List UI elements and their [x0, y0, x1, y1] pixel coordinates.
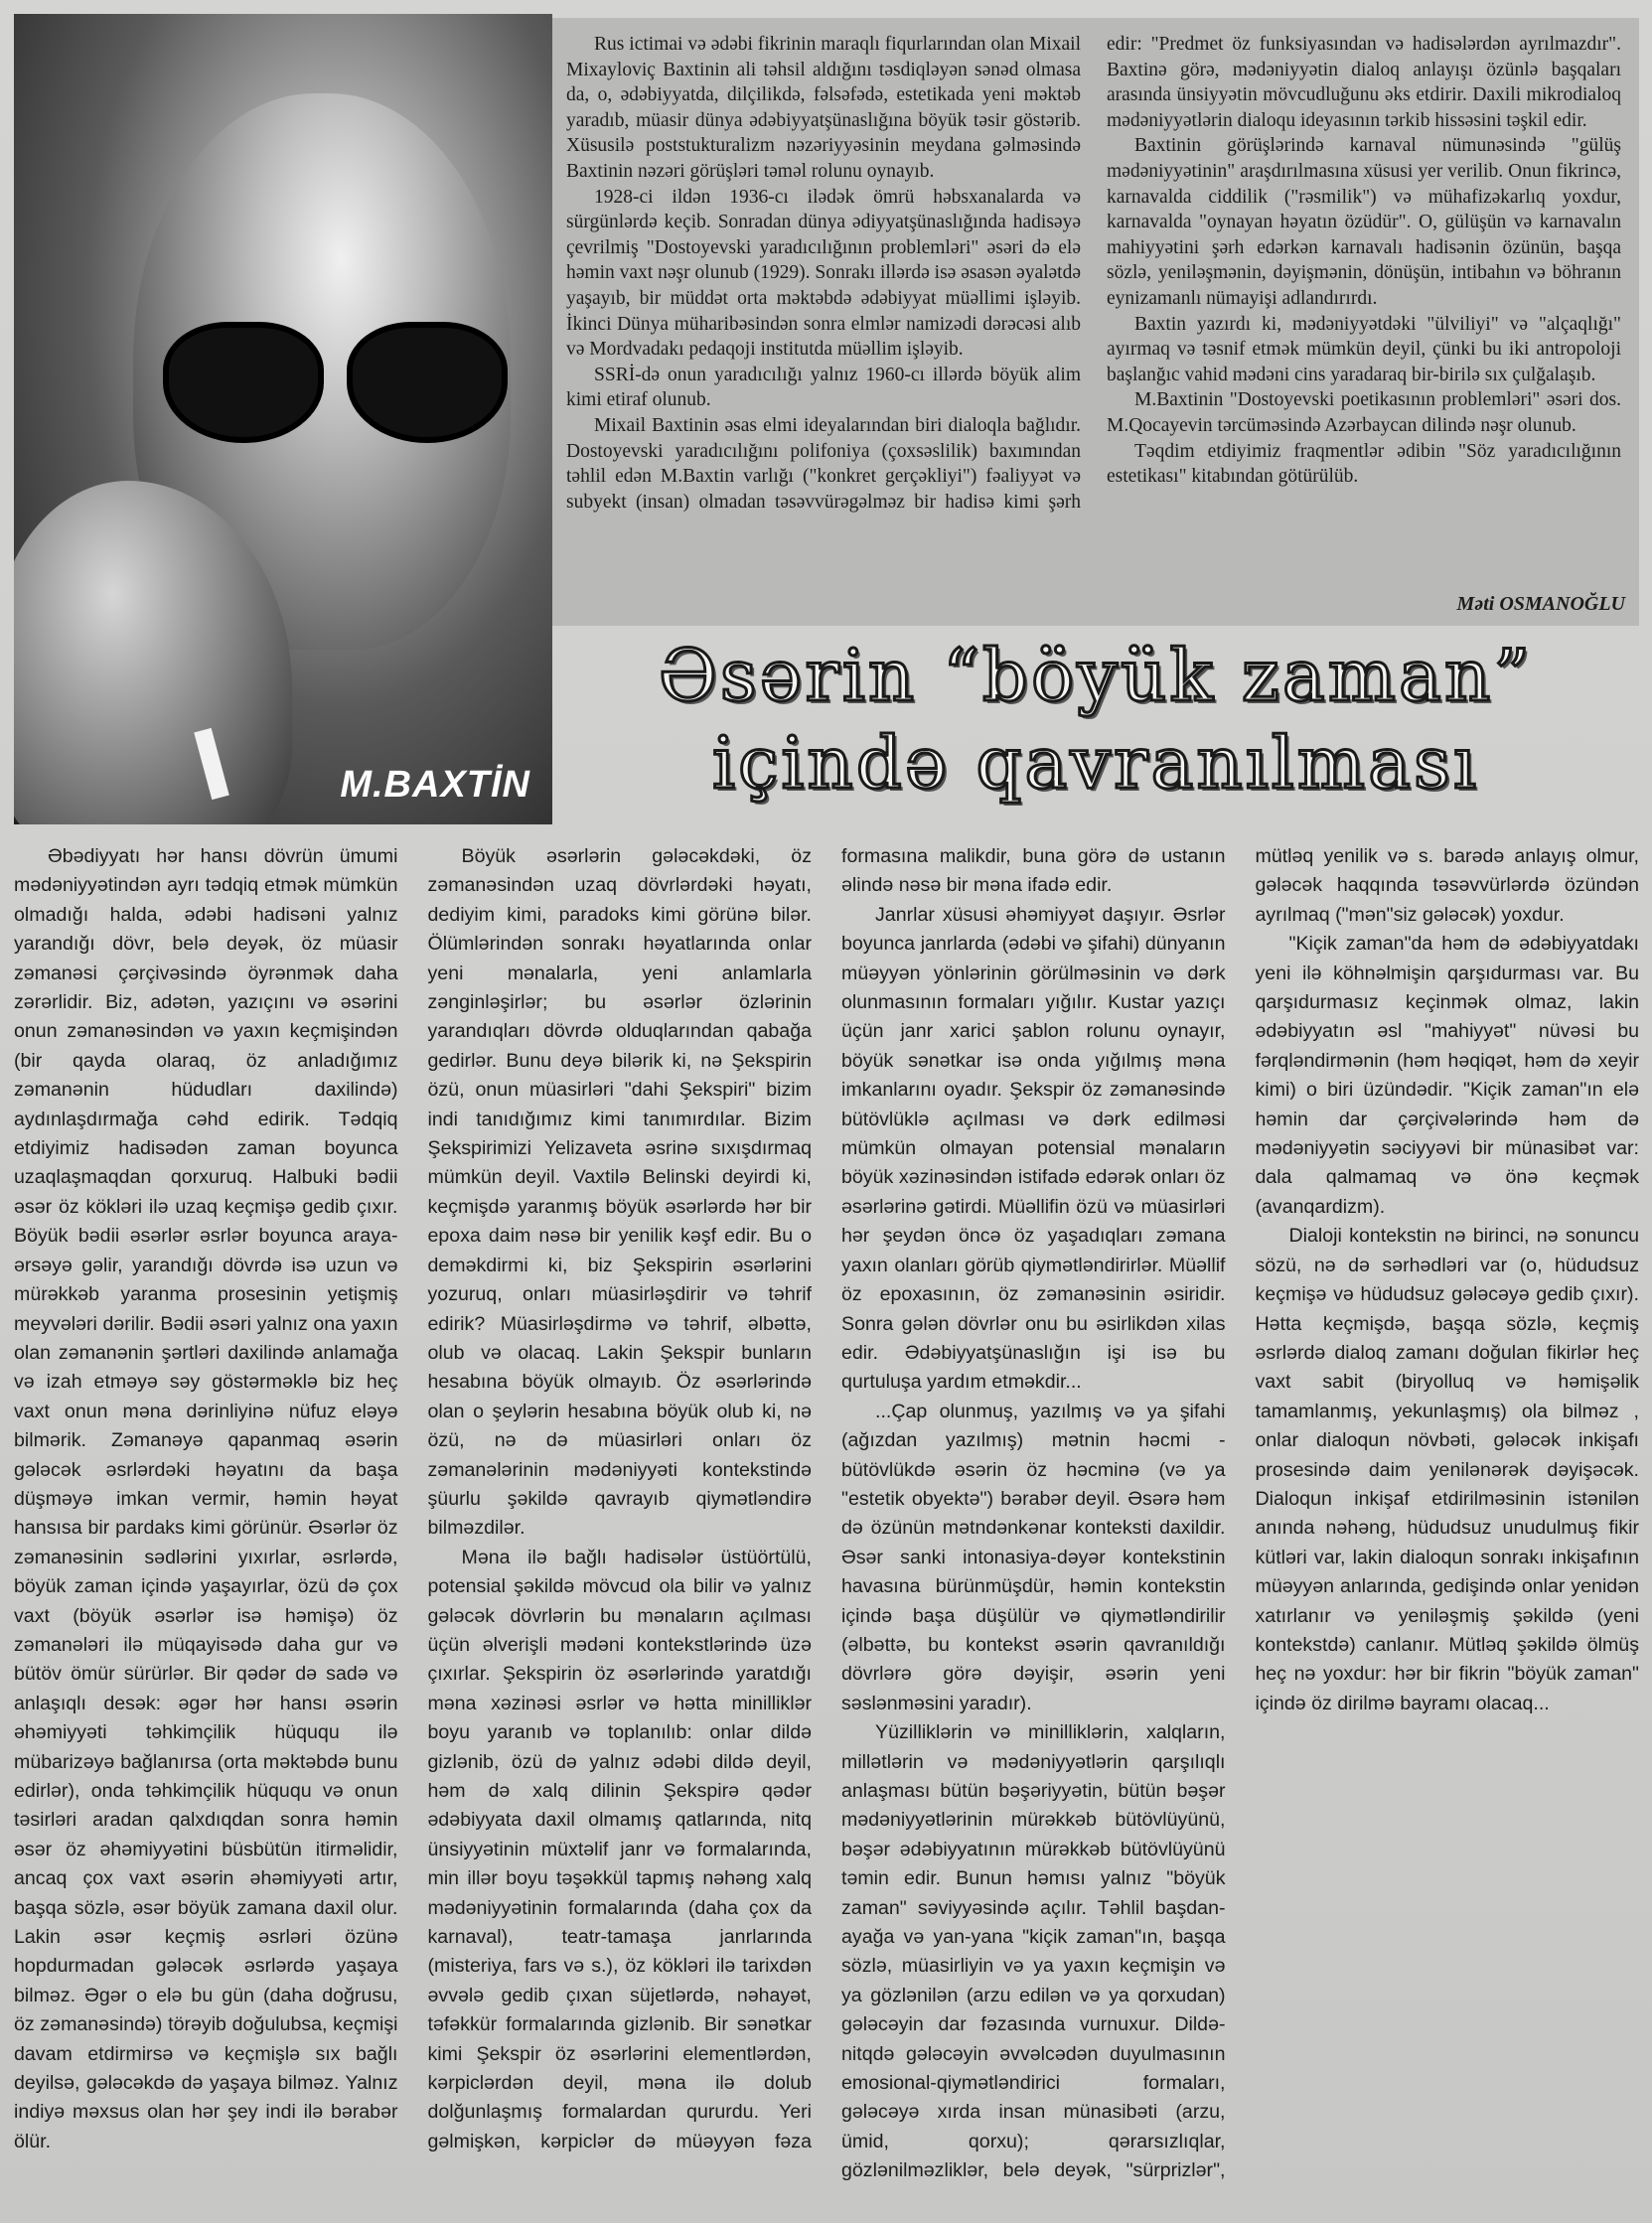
body-paragraph: Janrlar xüsusi əhəmiyyət daşıyır. Əsrlər boyunca janrlarda (ədəbi və şifahi) dünyanın müəyyən yönlərinin görülməsinin və dərk olunmasının formaları yığılır. Kustar yazıçı üçün janr xarici şablon rolunu oynayır, böyük sənətkar isə onda yığılmış məna imkanlarını oyadır. Şekspir öz zəmanəsində bütövlüklə açılması və dərk edilməsi mümkün olmayan potensial mənaların böyük xəzinəsindən istifadə edərək onları öz əsərlərinə gətirdi. Müəllifin özü və müasirləri hər şeydən öncə öz yaşadıqları zəmana yaxın olanları görüb qiymətləndirirlər. Müəllif öz epoxasının, öz zəmanəsinin əsiridir. Sonra gələn dövrlər onu bu əsirlikdən xilas edir. Ədəbiyyatşünaslığın işi isə bu qurtuluşa yardım etməkdir... [841, 903, 1226, 1394]
intro-paragraph: Baxtin yazırdı ki, mədəniyyətdəki "ülviliyi" və "alçaqlığı" ayırmaq və təsnif etmək mümkün deyil, çünki bu iki antropoloji başlanğıc vahid mədəni cins yaradaraq bir-birilə sıx çulğalaşıb. [1107, 313, 1621, 385]
portrait-photo [14, 14, 552, 824]
body-paragraph: Dialoji kontekstin nə birinci, nə sonuncu sözü, nə də sərhədləri var (o, hüdudsuz keçmişə və hüdudsuz gələcəyə gedib çıxır). Hətta keçmişdə, başqa sözlə, keçmiş əsrlərdə dialoq zamanı doğulan fikirlər heç vaxt sabit (biryolluq və həmişəlik tamamlanmış, yekunlaşmış) ola bilməz , onlar dialoqun növbəti, gələcək inkişafı prosesində daim yenilənərək dəyişəcək. Dialoqun inkişaf etdirilməsinin istənilən anında nəhəng, hüdudsuz unudulmuş fikir kütləri var, lakin dialoqun sonrakı inkişafının müəyyən anlarında, gedişində onlar yenidən xatırlanır və yeniləşmiş şəkildə (yeni kontekstdə) canlanır. Mütləq şəkildə ölmüş heç nə yoxdur: hər bir fikrin "böyük zaman" içində öz dirilmə bayramı olacaq... [1255, 1225, 1639, 1714]
intro-author: Məti OSMANOĞLU [1456, 593, 1625, 615]
body-paragraph: "Kiçik zaman"da həm də ədəbiyyatdakı yeni ilə köhnəlmişin qarşıdurması var. Bu qarşıdurmasız keçinmək olmaz, lakin ədəbiyyatın əsl "mahiyyət" nüvəsi bu fərqləndirmənin (həm həqiqət, həm də xeyir kimi) o biri üzündədir. "Kiçik zaman"ın elə həmin dar çərçivələrində həm də mədəniyyətin səciyyəvi bir münasibət var: dala qalmamaq və önə keçmək (avanqardizm). [1255, 933, 1639, 1218]
photo-caption: M.BAXTİN [340, 764, 530, 806]
title-line-1: Əsərin “böyük zaman” [658, 634, 1534, 717]
intro-text [566, 32, 1621, 588]
intro-paragraph: M.Baxtinin "Dostoyevski poetikasının problemləri" əsəri dos. M.Qocayevin tərcüməsində Azərbaycan dilində nəşr olunub. [1107, 389, 1621, 436]
body-paragraph: Böyük əsərlərin gələcəkdəki, öz zəmanəsindən uzaq dövrlərdəki həyatı, dediyim kimi, paradoks kimi görünə bilər. Ölümlərindən sonrakı həyatlarında onlar yeni mənalarla, yeni anlamlarla zənginləşirlər; bu əsərlər özlərinin yarandıqları dövrdə olduqlarından qabağa gedirlər. Bunu deyə bilərik ki, nə Şekspirin özü, onun müasirləri "dahi Şekspiri" bizim indi tanıdığımız kimi tanımırdılar. Bizim Şekspirimizi Yelizaveta əsrinə sıxışdırmaq mümkün deyil. Vaxtilə Belinski deyirdi ki, keçmişdə yaranmış böyük əsərlərdə hər bir epoxa daim nəsə bir yenilik kəşf edir. Bu o deməkdirmi ki, biz Şekspirin əsərlərini yozuruq, onları müasirləşdirir və təhrif edirik? Müasirləşdirmə və təhrif, əlbəttə, olub və olacaq. Lakin Şekspir bunların hesabına böyük olmayıb. Öz əsərlərində olan o şeylərin hesabına böyük olub ki, nə özü, nə də müasirləri onları öz zəmanələrinin mədəniyyəti kontekstində şüurlu şəkildə qavrayıb qiymətləndirə bilməzdilər. [427, 845, 812, 1540]
glasses-icon [163, 322, 501, 431]
body-paragraph: ...Çap olunmuş, yazılmış və ya şifahi (ağızdan yazılmış) mətnin həcmi - bütövlükdə əsərin öz həcminə (və ya "estetik obyektə") bərabər deyil. Əsərə həm də özünün mətndənkənar konteksti daxildir. Əsər sanki intonasiya-dəyər kontekstinin havasına bürünmüşdür, həmin kontekstin içində başa düşülür və qiymətləndirilir (əlbəttə, bu kontekst əsərin qavranıldığı dövrlərə görə dəyişir, əsərin yeni səslənməsini yaradır). [841, 1400, 1226, 1714]
intro-paragraph: 1928-ci ildən 1936-cı ilədək ömrü həbsxanalarda və sürgünlərdə keçib. Sonradan dünya ədiyyatşünaslığında hadisəyə çevrilmiş "Dostoyevski yaradıcılığının problemləri" əsəri də elə həmin vaxt nəşr olunub (1929). Sonrakı illərdə isə əsasən əyalətdə yaşayıb, bir müddət orta məktəbdə ədəbiyyat müəllimi işləyib. İkinci Dünya müharibəsindən sonra elmlər namizədi dərəcəsi alıb və Mordvadakı pedaqoji institutda müəllim işləyib. [566, 186, 1081, 361]
body-paragraph: Əbədiyyatı hər hansı dövrün ümumi mədəniyyətindən ayrı tədqiq etmək mümkün olmadığı halda, ədəbi hadisəni yalnız yarandığı dövr, belə deyək, öz müasir zəmanəsi çərçivəsində öyrənmək daha zərərlidir. Biz, adətən, yazıçını və əsərini onun zəmanəsindən və yaxın keçmişindən (bir qayda olaraq, öz anladığımız zəmanənin hüdudları daxilində) aydınlaşdırmağa cəhd edirik. Tədqiq etdiyimiz hadisədən zaman boyunca uzaqlaşmaqdan qorxuruq. Halbuki bədii əsər öz kökləri ilə uzaq keçmişə gedib çıxır. Böyük bədii əsərlər əsrlər boyunca araya-ərsəyə gəlir, yarandığı dövrdə isə uzun və mürəkkəb yaranma prosesinin yetişmiş meyvələri dərilir. Bədii əsəri yalnız ona yaxın olan zəmanənin şərtləri daxilində anlamağa və izah etməyə səy göstərməklə biz heç vaxt onun məna dərinliyinə nüfuz eləyə bilmərik. Zəmanəyə qapanmaq əsərin gələcək əsrlərdəki həyatını da başa düşməyə imkan vermir, həmin həyat hansısa bir pardaks kimi görünür. Əsərlər öz zəmanəsinin sədlərini yıxırlar, əsrlərdə, böyük zaman içində yaşayırlar, özü də çox vaxt (böyük əsərlər isə həmişə) öz zəmanələri ilə müqayisədə daha gur və bütöv ömür sürürlər. Bir qədər də sadə və anlaşıqlı desək: əgər hər hansı əsərin əhəmiyyəti təhkimçilik hüququ ilə mübarizəyə bağlanırsa (orta məktəbdə bunu edirlər), onda təhkimçilik hüququ və onun təsirləri aradan qalxdıqdan sonra həmin əsər öz əhəmiyyətini büsbütün itirməlidir, ancaq çox vaxt əsərin əhəmiyyəti artır, başqa sözlə, əsər böyük zamana daxil olur. Lakin əsər keçmiş əsrləri özünə hopdurmadan gələcək əsrlərdə yaşaya bilməz. Əgər o elə bu gün (daha doğrusu, öz zəmanəsində) törəyib doğulubsa, keçmişi davam etdirmirsə və keçmişlə sıx bağlı deyilsə, gələcəkdə də yaşaya bilməz. Yalnız indiyə məxsus olan hər şey indi ilə bərabər ölür. [14, 845, 398, 2152]
title-line-2: içində qavranılması [712, 721, 1479, 805]
body-paragraph: Məna ilə bağlı hadisələr üstüörtülü, potensial şəkildə mövcud ola bilir və yalnız gələcək dövrlərin bu mənaların açılması üçün əlverişli mədəni kontekstlərində üzə çıxırlar. Şekspirin öz əsərlərində yaratdığı məna xəzinəsi əsrlər və hətta minilliklər boyu yaranıb və toplanılıb: onlar dildə gizlənib, özü də yalnız ədəbi dildə deyil, həm də xalq dilinin Şekspirə qədər ədəbiyyata daxil olmamış qatlarında, nitq ünsiyyətinin müxtəlif janr və formalarında, min illər boyu təşəkkül tapmış nəhəng xalq mədəniyyətinin formalarında (daha çox da karnaval), teatr-tamaşa janrlarında (misteriya, fars və s.), öz kökləri ilə tarixdən əvvələ gedib çıxan süjetlərdə, nəhayət, təfəkkür formalarında gizlənib. Bir sənətkar kimi Şekspir öz əsərlərini elementlərdən, kərpiclərdən deyil, məna ilə dolub dolğunlaşmış formalardan qururdu. Yeri gəlmişkən, kərpiclər də müəyyən fəza formasına malikdir, buna görə də ustanın əlində nəsə bir məna ifadə edir. [427, 845, 1226, 2152]
intro-box [552, 18, 1639, 626]
article-title [552, 632, 1639, 820]
intro-paragraph: Rus ictimai və ədəbi fikrinin maraqlı fiqurlarından olan Mixail Mixayloviç Baxtinin ali təhsil aldığını təsdiqləyən sənəd olmasa da, o, ədəbiyyatda, dilçilikdə, fəlsəfədə, estetikada yeni məktəb yaradıb, müasir dünya ədəbiyyatşünaslığına böyük təsir göstərib. Xüsusilə poststukturalizm nəzəriyyəsinin meydana gəlməsində Baxtinin nəzəri görüşləri təməl rolunu oynayıb. [566, 34, 1081, 182]
intro-paragraph: Baxtinin görüşlərində karnaval nümunəsində "gülüş mədəniyyətinin" araşdırılmasına xüsusi yer verilib. Onun fikrincə, karnavalda ciddilik ("rəsmilik") və mühafizəkarlıq yoxdur, karnavalda "oynayan həyatın özüdür". O, gülüşün və karnavalın mahiyyətini şərh edərkən karnavalı hadisənin özünün, başqa sözlə, yeniləşmənin, dəyişmənin, dönüşün, intibahın və böhranın eynizamanlı nümayişi adlandırırdı. [1107, 135, 1621, 309]
article-body [14, 842, 1639, 2209]
intro-paragraph: SSRİ-də onun yaradıcılığı yalnız 1960-cı illərdə böyük alim kimi etiraf olunub. [566, 364, 1081, 411]
body-paragraph: Yüzilliklərin və minilliklərin, xalqların, millətlərin və mədəniyyətlərin qarşılıqlı anlaşması bütün bəşəriyyətin, bütün bəşər mədəniyyətlərinin mürəkkəb bütövlüyünü, bəşər ədəbiyyatının mürəkkəb bütövlüyünü təmin edir. Bunun həmısı yalnız "böyük zaman" səviyyəsində açılır. Təhlil başdan-ayağa və yan-yana "kiçik zaman"ın, başqa sözlə, müasirliyin və ya yaxın keçmişin və ya gözlənilən (arzu edilən və ya qorxudan) gələcəyin dar fəzasında vurnuxur. Dildə-nitqdə gələcəyin əvvəlcədən duyulmasının emosional-qiymətləndirici formaları, gələcəyə xırda insan münasibəti (arzu, ümid, qorxu); qərarsızlıqlar, gözlənilməzliklər, belə deyək, "sürprizlər", mütləq yenilik və s. barədə anlayış olmur, gələcək haqqında təsəvvürlərdə özündən ayrılmaq ("mən"siz gələcək) yoxdur. [841, 845, 1639, 2182]
intro-paragraph: Təqdim etdiyimiz fraqmentlər ədibin "Söz yaradıcılığının estetikası" kitabından götürülüb. [1107, 440, 1621, 488]
intro-paragraph: Mixail Baxtinin əsas elmi ideyalarından biri dialoqla bağlıdır. Dostoyevski yaradıcılığını polifoniya (çoxsəslilik) baxımından təhlil edən M.Baxtin varlığı ("konkret gerçəkliyi") fəaliyyət və subyekt (insan) olmadan təsəvvürəgəlməz bir hadisə kimi şərh edir: "Predmet öz funksiyasından və hadisələrdən ayrılmazdır". Baxtinə görə, mədəniyyətin dialoq anlayışı özünlə başqaları arasında ünsiyyətin mövcudluğunu əks etdirir. Daxili mikrodialoq mədəniyyətlərin dialoqu ideyasının tərkib hissəsini təşkil edir. [566, 34, 1621, 513]
